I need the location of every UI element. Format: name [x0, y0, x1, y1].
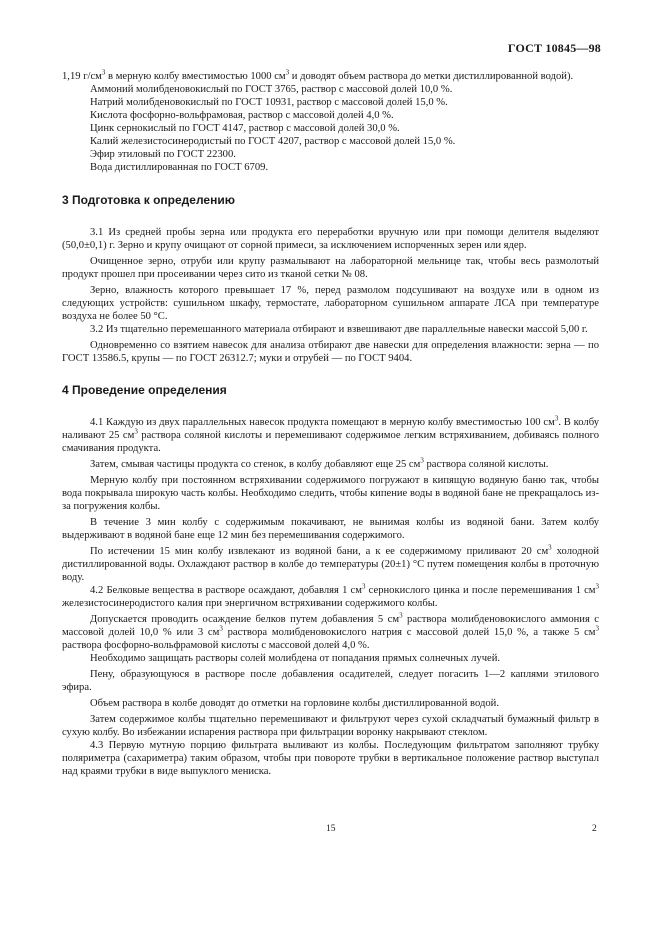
section-heading-4: 4 Проведение определения: [62, 383, 227, 397]
paragraph: Очищенное зерно, отруби или крупу размалывают на лабораторной мельнице так, чтобы весь размолотый продукт прошел при просеивании через сито из тканой сетки № 08.: [62, 256, 599, 280]
paragraph: 4.3 Первую мутную порцию фильтрата выливают из колбы. Последующим фильтратом заполняют трубку поляриметра (сахариметра) таким образом, чтобы при повороте трубки в вертикальное положение раствор выступал над краями трубки в виде выпуклого мениска.: [62, 740, 599, 777]
paragraph: Одновременно со взятием навесок для анализа отбирают две навески для определения влажности: зерна — по ГОСТ 13586.5, крупы — по ГОСТ 26312.7; муки и отрубей — по ГОСТ 9404.: [62, 340, 599, 364]
reagent-item: Цинк сернокислый по ГОСТ 4147, раствор с массовой долей 30,0 %.: [90, 123, 400, 134]
reagent-item: Кислота фосфорно-вольфрамовая, раствор с массовой долей 4,0 %.: [90, 110, 394, 121]
page-number-right: 2: [592, 824, 597, 834]
paragraph: Допускается проводить осаждение белков путем добавления 5 $см^3$ раствора молибденовокислого аммония с массовой долей 10,0 % или 3 $см^3$ раствора молибденовокислого натрия с массовой долей 15,0 %, а также 5 $см^3$ раствора фосфорно-вольфрамовой кислоты с массовой долей 4,0 %.: [62, 611, 600, 651]
document-header: ГОСТ 10845—98: [507, 41, 601, 55]
paragraph: Объем раствора в колбе доводят до отметки на горловине колбы дистиллированной водой.: [90, 698, 499, 709]
reagent-item: Эфир этиловый по ГОСТ 22300.: [90, 149, 236, 160]
paragraph: По истечении 15 мин колбу извлекают из водяной бани, а к ее содержимому приливают 20 $см^3$ холодной дистиллированной воды. Охлаждают раствор в колбе до температуры (20±1) °С путем помещения колбы в проточную воду.: [62, 543, 599, 583]
paragraph-continued: 1,19 $г/см^3$ в мерную колбу вместимостью 1000 $см^3$ и доводят объем раствора до метки дистиллированной водой).: [62, 68, 574, 82]
paragraph: Необходимо защищать растворы солей молибдена от попадания прямых солнечных лучей.: [90, 653, 501, 664]
paragraph: 4.2 Белковые вещества в растворе осаждают, добавляя 1 $см^3$ сернокислого цинка и после перемешивания 1 $см^3$ железистосинеродистого калия при энергичном встряхивании содержимого колбы.: [62, 582, 599, 609]
paragraph: 3.1 Из средней пробы зерна или продукта его переработки вручную или при помощи делителя выделяют (50,0±0,1) г. Зерно и крупу очищают от сорной примеси, за исключением испорченных зерен или ядер.: [62, 227, 599, 251]
document-body: [62, 70, 599, 778]
reagent-item: Вода дистиллированная по ГОСТ 6709.: [90, 162, 269, 173]
paragraph: Пену, образующуюся в растворе после добавления осадителей, следует погасить 1—2 каплями этилового эфира.: [62, 669, 599, 693]
page-number-center: 15: [326, 824, 336, 834]
paragraph: Мерную колбу при постоянном встряхивании содержимого погружают в кипящую водяную баню так, чтобы вода покрывала широкую часть колбы. Необходимо следить, чтобы кипение воды в водяной бане не прекращалось из-за погружения колбы.: [62, 475, 599, 512]
reagent-item: Натрий молибденовокислый по ГОСТ 10931, раствор с массовой долей 15,0 %.: [90, 97, 448, 108]
paragraph: 4.1 Каждую из двух параллельных навесок продукта помещают в мерную колбу вместимостью 100 $см^3$. В колбу наливают 25 $см^3$ раствора соляной кислоты и перемешивают содержимое легким встряхиванием, добиваясь полного смачивания продукта.: [62, 414, 599, 454]
paragraph: Затем, смывая частицы продукта со стенок, в колбу добавляют еще 25 $см^3$ раствора соляной кислоты.: [90, 456, 549, 470]
paragraph: В течение 3 мин колбу с содержимым покачивают, не вынимая колбы из водяной бани. Затем колбу выдерживают в водяной бане еще 12 мин без перемешивания содержимого.: [62, 517, 599, 541]
paragraph: 3.2 Из тщательно перемешанного материала отбирают и взвешивают две параллельные навески массой 5,00 г.: [90, 324, 588, 335]
paragraph: Зерно, влажность которого превышает 17 %, перед размолом подсушивают на воздухе или в одном из следующих устройств: сушильном шкафу, термостате, лабораторном сушильном аппарате ЛСА при температуре воздуха не более 50 °С.: [62, 285, 599, 322]
reagent-item: Калий железистосинеродистый по ГОСТ 4207, раствор с массовой долей 15,0 %.: [90, 136, 456, 147]
paragraph: Затем содержимое колбы тщательно перемешивают и фильтруют через сухой складчатый бумажный фильтр в сухую колбу. Во избежании испарения раствора при фильтрации воронку накрывают стеклом.: [62, 714, 599, 738]
section-heading-3: 3 Подготовка к определению: [62, 193, 235, 207]
reagent-item: Аммоний молибденовокислый по ГОСТ 3765, раствор с массовой долей 10,0 %.: [90, 84, 453, 95]
